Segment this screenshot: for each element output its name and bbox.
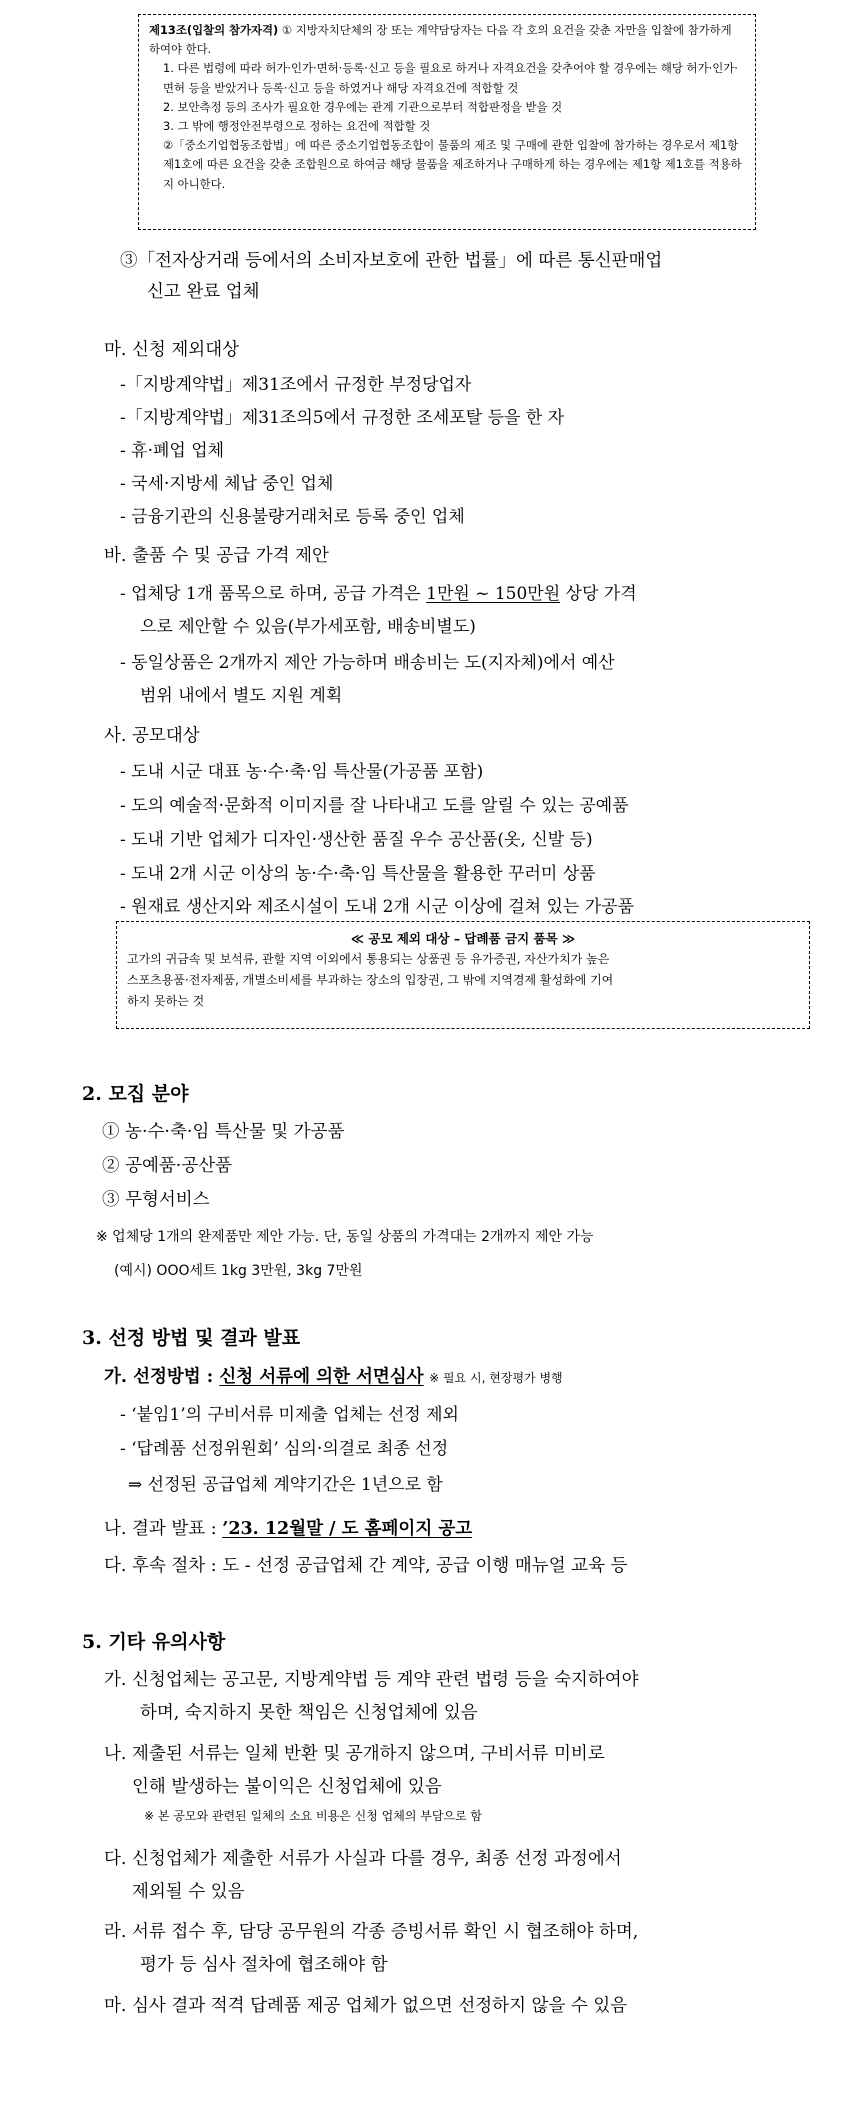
section5-na-note: ※ 본 공모와 관련된 일체의 소요 비용은 신청 업체의 부담으로 함	[144, 1809, 483, 1823]
section-ma-item-3: - 휴·폐업 업체	[120, 441, 225, 461]
section3-item-3: ⇒ 선정된 공급업체 계약기간은 1년으로 함	[128, 1475, 443, 1495]
exclusion-line-1: 고가의 귀금속 및 보석류, 관할 지역 이외에서 통용되는 상품권 등 유가증권, 자산가치가 높은	[127, 952, 610, 966]
section2-note: ※ 업체당 1개의 완제품만 제안 가능. 단, 동일 상품의 가격대는 2개까지 제안 가능	[96, 1229, 594, 1245]
section-sa-heading: 사. 공모대상	[104, 726, 200, 746]
section3-heading: 3. 선정 방법 및 결과 발표	[82, 1327, 301, 1349]
law-line-2: 1. 다른 법령에 따라 허가·인가·면허·등록·신고 등을 필요로 하거나 자격요건을 갖추어야 할 경우에는 해당 허가·인가·면허 등을 받았거나 등록·신고 등을 하였거나 해당 자격요건에 적합할 것	[163, 61, 738, 95]
section-sa-item-4: - 도내 2개 시군 이상의 농·수·축·임 특산물을 활용한 꾸러미 상품	[120, 864, 596, 884]
section-ba-heading: 바. 출품 수 및 공급 가격 제안	[104, 546, 329, 566]
section3-na: 나. 결과 발표 : ’23. 12월말 / 도 홈페이지 공고	[104, 1519, 473, 1539]
section2-item-1: ① 농·수·축·임 특산물 및 가공품	[102, 1122, 345, 1142]
law-article-box	[138, 14, 756, 230]
law-article-title: 제13조(입찰의 참가자격)	[149, 23, 279, 37]
item3-line2: 신고 완료 업체	[147, 282, 260, 302]
section-ma-item-4: - 국세·지방세 체납 중인 업체	[120, 474, 334, 494]
section3-ga-note: ※ 필요 시, 현장평가 병행	[429, 1371, 563, 1385]
section3-item-1: - ‘붙임1’의 구비서류 미제출 업체는 선정 제외	[120, 1405, 459, 1425]
law-line-1: ① 지방자치단체의 장 또는 계약담당자는 다음 각 호의 요건을 갖춘 자만을 입찰에 참가하게 하여야 한다.	[149, 23, 732, 57]
section5-heading: 5. 기타 유의사항	[82, 1631, 226, 1653]
item3-line1: ③「전자상거래 등에서의 소비자보호에 관한 법률」에 따른 통신판매업	[120, 251, 663, 271]
section-ba-item-1: - 업체당 1개 품목으로 하며, 공급 가격은 1만원 ~ 150만원 상당 가격	[120, 584, 637, 604]
price-range: 1만원 ~ 150만원	[426, 584, 561, 604]
section2-heading: 2. 모집 분야	[82, 1083, 189, 1105]
section-ba-item-2-cont: 범위 내에서 별도 지원 계획	[140, 686, 343, 706]
section2-example: (예시) OOO세트 1kg 3만원, 3kg 7만원	[114, 1263, 363, 1279]
exclusion-box-title: ≪ 공모 제외 대상 – 답례품 금지 품목 ≫	[350, 931, 576, 946]
result-date: ’23. 12월말 / 도 홈페이지 공고	[222, 1519, 473, 1539]
law-line-4: 3. 그 밖에 행정안전부령으로 정하는 요건에 적합할 것	[163, 119, 431, 134]
section3-item-2: - ‘답례품 선정위원회’ 심의·의결로 최종 선정	[120, 1439, 449, 1459]
section2-item-2: ② 공예품·공산품	[102, 1156, 233, 1176]
section5-na-line2: 인해 발생하는 불이익은 신청업체에 있음	[132, 1777, 442, 1797]
section-sa-item-3: - 도내 기반 업체가 디자인·생산한 품질 우수 공산품(옷, 신발 등)	[120, 830, 593, 850]
section-sa-item-2: - 도의 예술적·문화적 이미지를 잘 나타내고 도를 알릴 수 있는 공예품	[120, 796, 629, 816]
selection-method: 신청 서류에 의한 서면심사	[219, 1367, 424, 1387]
law-line-5: ②「중소기업협동조합법」에 따른 중소기업협동조합이 물품의 제조 및 구매에 관한 입찰에 참가하는 경우로서 제1항제1호에 따른 요건을 갖춘 조합원으로 하여금 해당 물품을 제조하거나 구매하게 하는 경우에는 제1항 제1호를 적용하지 아니한다.	[163, 138, 742, 191]
section5-da-line2: 제외될 수 있음	[132, 1882, 245, 1902]
section5-ma: 마. 심사 결과 적격 답례품 제공 업체가 없으면 선정하지 않을 수 있음	[104, 1996, 628, 2016]
exclusion-line-3: 하지 못하는 것	[127, 994, 205, 1008]
section3-da: 다. 후속 절차 : 도 - 선정 공급업체 간 계약, 공급 이행 매뉴얼 교육 등	[104, 1556, 628, 1576]
section-sa-item-5: - 원재료 생산지와 제조시설이 도내 2개 시군 이상에 걸쳐 있는 가공품	[120, 897, 634, 917]
section5-na-line1: 나. 제출된 서류는 일체 반환 및 공개하지 않으며, 구비서류 미비로	[104, 1744, 605, 1764]
section5-da-line1: 다. 신청업체가 제출한 서류가 사실과 다를 경우, 최종 선정 과정에서	[104, 1849, 622, 1869]
section-ma-item-1: -「지방계약법」제31조에서 규정한 부정당업자	[120, 375, 472, 395]
section-sa-item-1: - 도내 시군 대표 농·수·축·임 특산물(가공품 포함)	[120, 762, 484, 782]
section5-ga-line1: 가. 신청업체는 공고문, 지방계약법 등 계약 관련 법령 등을 숙지하여야	[104, 1670, 639, 1690]
section-ba-item-2: - 동일상품은 2개까지 제안 가능하며 배송비는 도(지자체)에서 예산	[120, 653, 615, 673]
section-ma-item-2: -「지방계약법」제31조의5에서 규정한 조세포탈 등을 한 자	[120, 408, 565, 428]
section5-ra-line2: 평가 등 심사 절차에 협조해야 함	[140, 1955, 388, 1975]
section5-ra-line1: 라. 서류 접수 후, 담당 공무원의 각종 증빙서류 확인 시 협조해야 하며,	[104, 1922, 639, 1942]
exclusion-box	[116, 921, 810, 1029]
section3-ga: 가. 선정방법 : 신청 서류에 의한 서면심사 ※ 필요 시, 현장평가 병행	[104, 1367, 563, 1387]
section5-ga-line2: 하며, 숙지하지 못한 책임은 신청업체에 있음	[140, 1703, 478, 1723]
section2-item-3: ③ 무형서비스	[102, 1190, 210, 1210]
section-ba-item-1-cont: 으로 제안할 수 있음(부가세포함, 배송비별도)	[140, 617, 476, 637]
section-ma-item-5: - 금융기관의 신용불량거래처로 등록 중인 업체	[120, 507, 465, 527]
section-ma-heading: 마. 신청 제외대상	[104, 340, 240, 360]
exclusion-line-2: 스포츠용품·전자제품, 개별소비세를 부과하는 장소의 입장권, 그 밖에 지역경제 활성화에 기여	[127, 973, 614, 987]
law-line-3: 2. 보안측정 등의 조사가 필요한 경우에는 관계 기관으로부터 적합판정을 받을 것	[163, 99, 563, 114]
